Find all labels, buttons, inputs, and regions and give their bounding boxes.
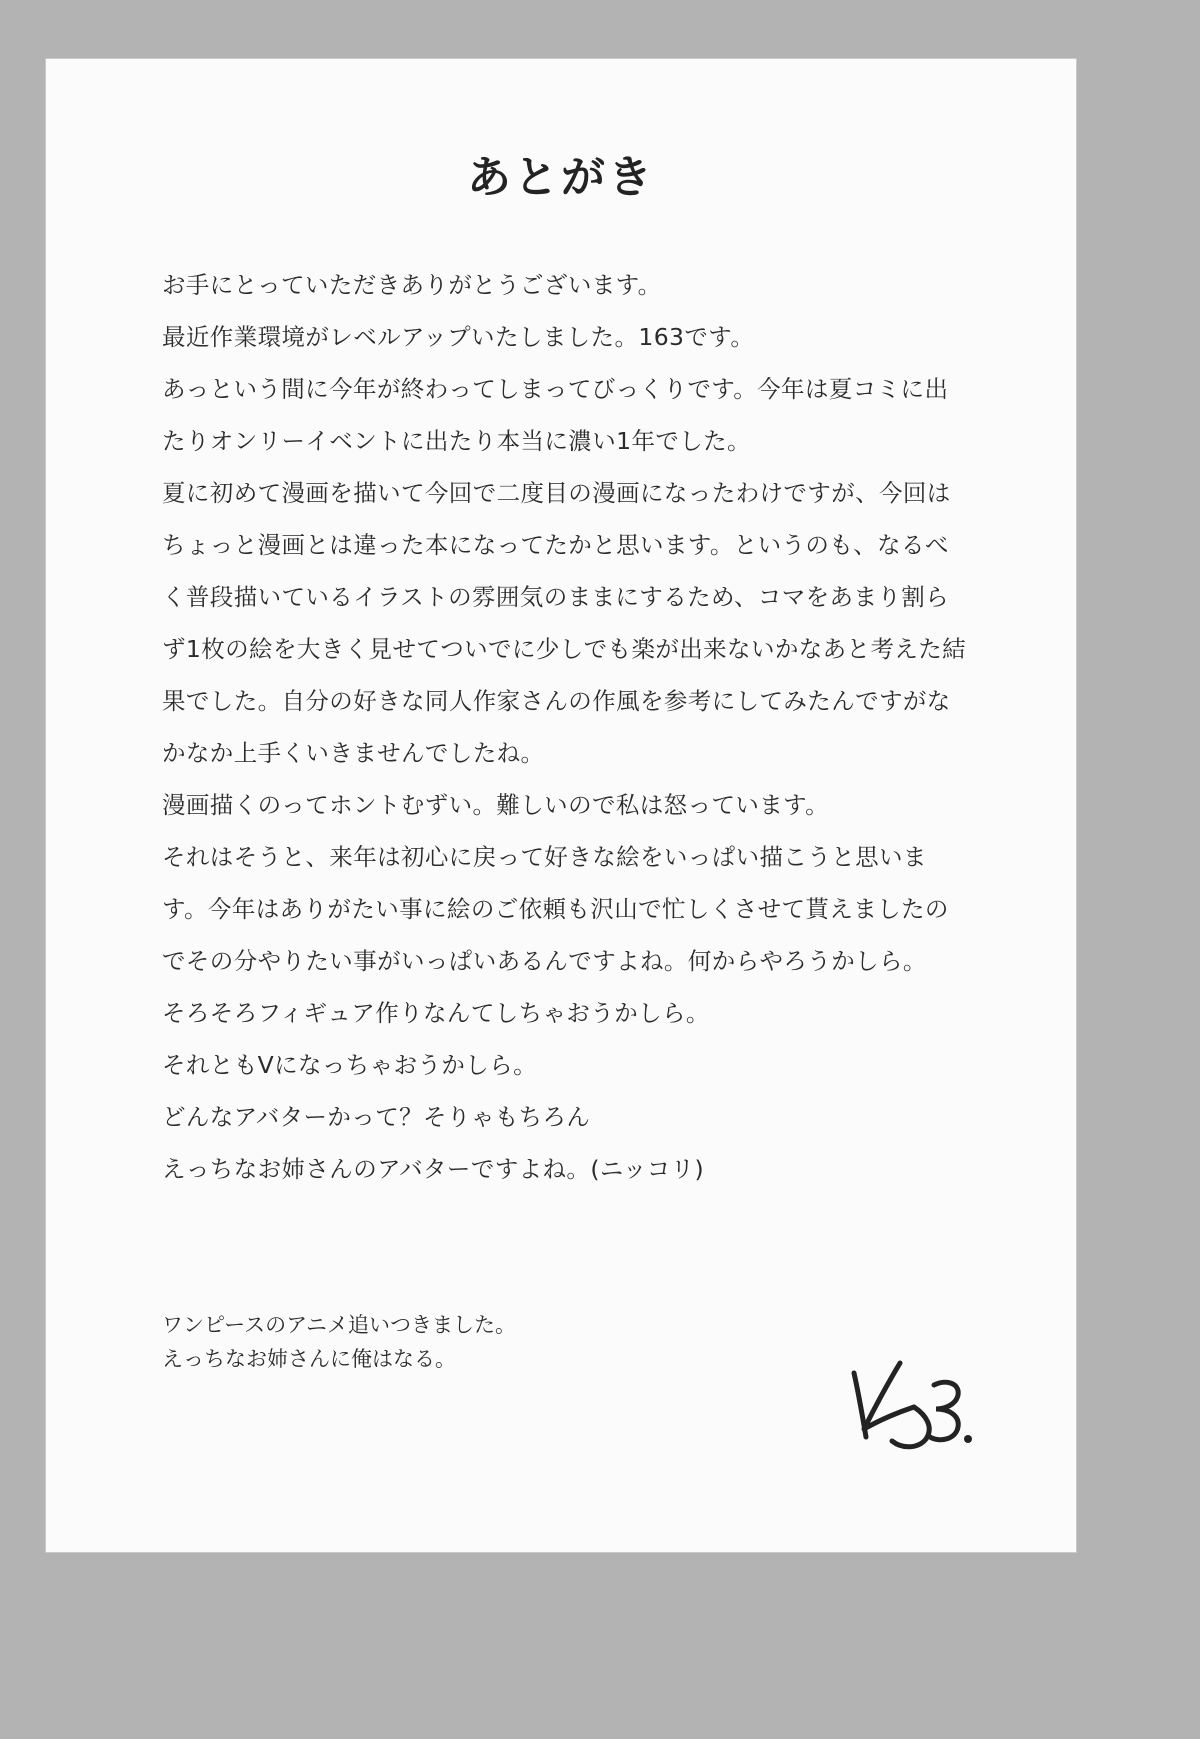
body-line: たりオンリーイベントに出たり本当に濃い1年でした。 xyxy=(162,427,751,455)
postscript-line: えっちなお姉さんに俺はなる。 xyxy=(162,1347,456,1371)
body-line: あっという間に今年が終わってしまってびっくりです。今年は夏コミに出 xyxy=(162,375,949,403)
body-line: それともVになっちゃおうかしら。 xyxy=(162,1051,537,1079)
body-line: 最近作業環境がレベルアップいたしました。163です。 xyxy=(162,323,755,351)
body-line: 夏に初めて漫画を描いて今回で二度目の漫画になったわけですが、今回は xyxy=(162,479,951,507)
document-page xyxy=(46,59,1076,1552)
body-line: それはそうと、来年は初心に戻って好きな絵をいっぱい描こうと思いま xyxy=(162,843,927,871)
body-line: お手にとっていただきありがとうございます。 xyxy=(162,271,662,299)
page-title: あとがき xyxy=(467,152,655,203)
body-line: えっちなお姉さんのアバターですよね。(ニッコリ) xyxy=(162,1155,705,1183)
postscript-line: ワンピースのアニメ追いつきました。 xyxy=(162,1313,517,1337)
body-line: ず1枚の絵を大きく見せてついでに少しでも楽が出来ないかなあと考えた結 xyxy=(162,635,967,663)
signature-mark xyxy=(848,1357,988,1467)
body-line: ちょっと漫画とは違った本になってたかと思います。というのも、なるべ xyxy=(162,531,949,559)
postscript-block xyxy=(162,1308,862,1376)
body-line: どんなアバターかって？そりゃもちろん xyxy=(162,1103,591,1131)
afterword-body xyxy=(162,259,972,1195)
body-line: 果でした。自分の好きな同人作家さんの作風を参考にしてみたんですがな xyxy=(162,687,951,715)
body-line: でその分やりたい事がいっぱいあるんですよね。何からやろうかしら。 xyxy=(162,947,927,975)
body-line: そろそろフィギュア作りなんてしちゃおうかしら。 xyxy=(162,999,710,1027)
body-line: かなか上手くいきませんでしたね。 xyxy=(162,739,545,767)
body-line: く普段描いているイラストの雰囲気のままにするため、コマをあまり割ら xyxy=(162,583,950,611)
body-line: 漫画描くのってホントむずい。難しいので私は怒っています。 xyxy=(162,791,830,819)
body-line: す。今年はありがたい事に絵のご依頼も沢山で忙しくさせて貰えましたの xyxy=(162,895,949,923)
